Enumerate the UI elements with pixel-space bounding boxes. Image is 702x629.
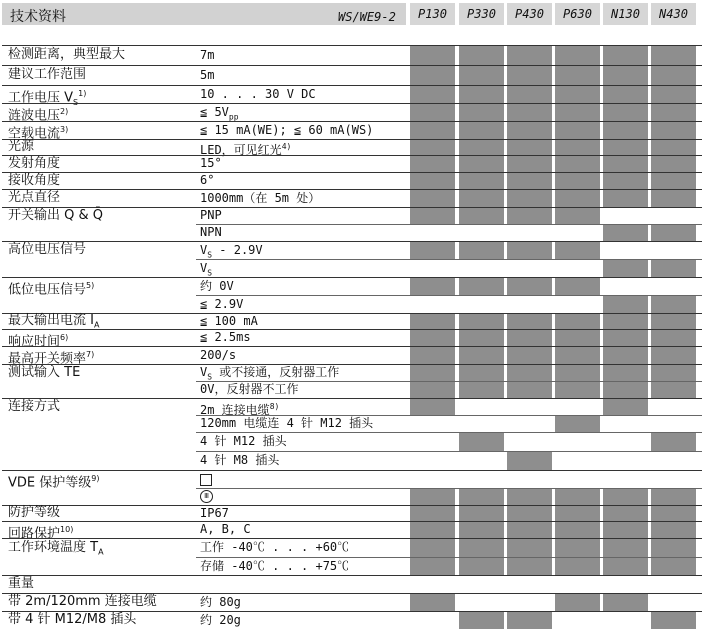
availability-cell-p630 bbox=[555, 539, 600, 557]
availability-cell-p130 bbox=[410, 66, 455, 85]
availability-cell-p130 bbox=[410, 594, 455, 611]
availability-cell-p130 bbox=[410, 399, 455, 415]
spec-row bbox=[0, 611, 702, 629]
availability-cell-p130 bbox=[410, 278, 455, 295]
availability-cell-n130 bbox=[603, 122, 648, 139]
availability-cell-p130 bbox=[410, 522, 455, 538]
availability-cell-p130 bbox=[410, 314, 455, 329]
spec-label: 带 4 针 M12/M8 插头 bbox=[8, 612, 137, 627]
spec-row bbox=[0, 398, 702, 415]
availability-cell-n430 bbox=[651, 86, 696, 103]
availability-cell-p330 bbox=[459, 46, 504, 65]
spec-value bbox=[200, 470, 212, 488]
availability-cell-n430 bbox=[651, 208, 696, 224]
availability-cell-p630 bbox=[555, 452, 600, 470]
spec-value: $V_S$ 或不接通，反射器工作 bbox=[200, 365, 340, 382]
availability-cell-p130 bbox=[410, 296, 455, 313]
spec-value: ≦ 15 mA(WE); ≦ 60 mA(WS) bbox=[200, 123, 374, 137]
availability-cell-p330 bbox=[459, 522, 504, 538]
availability-cell-n130 bbox=[603, 399, 648, 415]
availability-cell-p430 bbox=[507, 208, 552, 224]
spec-value: 7m bbox=[200, 48, 215, 62]
availability-cell-n430 bbox=[651, 416, 696, 432]
availability-cell-n430 bbox=[651, 296, 696, 313]
spec-row bbox=[0, 155, 702, 172]
spec-label: 建议工作范围 bbox=[8, 67, 87, 82]
availability-cell-p330 bbox=[459, 104, 504, 121]
availability-cell-n130 bbox=[603, 452, 648, 470]
availability-cell-p430 bbox=[507, 296, 552, 313]
spec-label: 防护等级 bbox=[8, 505, 61, 520]
spec-label: 检测距离，典型最大 bbox=[8, 47, 126, 62]
availability-cell-n130 bbox=[603, 260, 648, 277]
availability-cell-p130 bbox=[410, 225, 455, 241]
availability-cell-p330 bbox=[459, 539, 504, 557]
spec-row bbox=[0, 557, 702, 575]
availability-cell-n430 bbox=[651, 278, 696, 295]
spec-label: 带 2m/120mm 连接电缆 bbox=[8, 594, 157, 609]
spec-label: 低位电压信号$^{5)}$ bbox=[8, 281, 95, 298]
availability-cell-p430 bbox=[507, 140, 552, 155]
spec-row bbox=[0, 364, 702, 381]
availability-cell-p630 bbox=[555, 399, 600, 415]
availability-cell-n130 bbox=[603, 576, 648, 593]
availability-cell-p630 bbox=[555, 594, 600, 611]
availability-cell-p130 bbox=[410, 365, 455, 381]
spec-value: 200/s bbox=[200, 348, 237, 362]
availability-cell-p630 bbox=[555, 612, 600, 629]
header-model: WS/WE9-2 bbox=[338, 10, 396, 24]
header-bar bbox=[2, 3, 406, 25]
availability-cell-n130 bbox=[603, 594, 648, 611]
spec-label: 工作电压 $V_S^{1)}$ bbox=[8, 89, 87, 107]
availability-cell-p330 bbox=[459, 471, 504, 488]
availability-cell-n430 bbox=[651, 66, 696, 85]
availability-cell-p330 bbox=[459, 594, 504, 611]
availability-cell-n430 bbox=[651, 260, 696, 277]
spec-row bbox=[0, 505, 702, 521]
spec-value: 15° bbox=[200, 156, 222, 170]
availability-cell-p430 bbox=[507, 416, 552, 432]
availability-cell-p130 bbox=[410, 347, 455, 364]
availability-cell-p430 bbox=[507, 489, 552, 505]
availability-cell-n130 bbox=[603, 156, 648, 172]
availability-cell-p430 bbox=[507, 190, 552, 207]
column-header-p430: P430 bbox=[507, 3, 552, 25]
spec-value: $V_S$ bbox=[200, 261, 213, 278]
availability-cell-p430 bbox=[507, 225, 552, 241]
availability-cell-p330 bbox=[459, 382, 504, 398]
availability-cell-p330 bbox=[459, 208, 504, 224]
spec-row bbox=[0, 139, 702, 155]
spec-row bbox=[0, 313, 702, 329]
column-header-p630: P630 bbox=[555, 3, 600, 25]
availability-cell-p130 bbox=[410, 330, 455, 346]
availability-cell-p130 bbox=[410, 382, 455, 398]
availability-cell-p330 bbox=[459, 225, 504, 241]
availability-cell-p630 bbox=[555, 46, 600, 65]
availability-cell-p430 bbox=[507, 278, 552, 295]
availability-cell-p430 bbox=[507, 242, 552, 259]
availability-cell-p130 bbox=[410, 416, 455, 432]
availability-cell-p130 bbox=[410, 104, 455, 121]
availability-cell-p330 bbox=[459, 242, 504, 259]
availability-cell-n430 bbox=[651, 156, 696, 172]
spec-row bbox=[0, 241, 702, 259]
availability-cell-n130 bbox=[603, 66, 648, 85]
availability-cell-p430 bbox=[507, 66, 552, 85]
spec-value bbox=[200, 488, 213, 505]
spec-row bbox=[0, 538, 702, 557]
spec-row bbox=[0, 85, 702, 107]
availability-cell-p630 bbox=[555, 296, 600, 313]
availability-cell-p630 bbox=[555, 506, 600, 521]
spec-value: 存储 -40℃ . . . +75℃ bbox=[200, 559, 350, 573]
availability-cell-p430 bbox=[507, 612, 552, 629]
availability-cell-n430 bbox=[651, 558, 696, 575]
spec-value: ≦ 2.9V bbox=[200, 297, 244, 311]
availability-cell-p630 bbox=[555, 122, 600, 139]
availability-cell-p630 bbox=[555, 260, 600, 277]
availability-cell-p430 bbox=[507, 86, 552, 103]
availability-cell-n130 bbox=[603, 278, 648, 295]
spec-label: 光源 bbox=[8, 139, 35, 154]
availability-cell-n430 bbox=[651, 365, 696, 381]
availability-cell-p330 bbox=[459, 399, 504, 415]
availability-cell-n430 bbox=[651, 522, 696, 538]
availability-cell-p130 bbox=[410, 156, 455, 172]
spec-label: 回路保护$^{10)}$ bbox=[8, 525, 74, 542]
availability-cell-p130 bbox=[410, 452, 455, 470]
availability-cell-n430 bbox=[651, 382, 696, 398]
availability-cell-n130 bbox=[603, 433, 648, 451]
availability-cell-p330 bbox=[459, 416, 504, 432]
spec-row bbox=[0, 488, 702, 505]
availability-cell-n130 bbox=[603, 46, 648, 65]
availability-cell-n430 bbox=[651, 242, 696, 259]
column-header-n430: N430 bbox=[651, 3, 696, 25]
availability-cell-n130 bbox=[603, 522, 648, 538]
availability-cell-p330 bbox=[459, 278, 504, 295]
availability-cell-p330 bbox=[459, 330, 504, 346]
spec-value: 1000mm（在 5m 处） bbox=[200, 191, 321, 205]
availability-cell-p430 bbox=[507, 399, 552, 415]
availability-cell-p630 bbox=[555, 225, 600, 241]
spec-label: 空载电流$^{3)}$ bbox=[8, 125, 69, 142]
spec-label: 工作环境温度 $T_A$ bbox=[8, 540, 104, 557]
spec-row bbox=[0, 121, 702, 142]
availability-cell-n430 bbox=[651, 506, 696, 521]
availability-cell-n130 bbox=[603, 173, 648, 189]
column-header-p130: P130 bbox=[410, 3, 455, 25]
availability-cell-p330 bbox=[459, 576, 504, 593]
spec-value: 5m bbox=[200, 68, 215, 82]
availability-cell-p330 bbox=[459, 122, 504, 139]
availability-cell-n130 bbox=[603, 104, 648, 121]
availability-cell-p130 bbox=[410, 190, 455, 207]
spec-value: 工作 -40℃ . . . +60℃ bbox=[200, 540, 350, 554]
spec-value: ≦ $5V_{pp}$ bbox=[200, 105, 239, 122]
availability-cell-p630 bbox=[555, 278, 600, 295]
availability-cell-p630 bbox=[555, 382, 600, 398]
availability-cell-n430 bbox=[651, 452, 696, 470]
availability-cell-p430 bbox=[507, 522, 552, 538]
availability-cell-p130 bbox=[410, 140, 455, 155]
spec-label: 接收角度 bbox=[8, 173, 61, 188]
availability-cell-n430 bbox=[651, 104, 696, 121]
availability-cell-p430 bbox=[507, 104, 552, 121]
spec-label: 开关输出 Q & Q̄ bbox=[8, 208, 103, 223]
spec-row bbox=[0, 593, 702, 611]
availability-cell-n130 bbox=[603, 558, 648, 575]
availability-cell-p630 bbox=[555, 522, 600, 538]
spec-value: 约 80g bbox=[200, 595, 241, 609]
spec-value: PNP bbox=[200, 208, 222, 222]
availability-cell-p430 bbox=[507, 471, 552, 488]
availability-cell-p430 bbox=[507, 347, 552, 364]
availability-cell-n130 bbox=[603, 296, 648, 313]
availability-cell-p430 bbox=[507, 156, 552, 172]
availability-cell-p430 bbox=[507, 382, 552, 398]
availability-cell-n130 bbox=[603, 330, 648, 346]
spec-row bbox=[0, 224, 702, 241]
spec-value: 4 针 M12 插头 bbox=[200, 434, 287, 448]
spec-value: 约 20g bbox=[200, 613, 241, 627]
availability-cell-p630 bbox=[555, 471, 600, 488]
availability-cell-p630 bbox=[555, 104, 600, 121]
availability-cell-p630 bbox=[555, 314, 600, 329]
spec-value: ≦ 100 mA bbox=[200, 314, 258, 328]
availability-cell-p330 bbox=[459, 86, 504, 103]
protection-class-iii-icon: Ⅲ bbox=[200, 490, 213, 503]
availability-cell-n130 bbox=[603, 347, 648, 364]
availability-cell-p130 bbox=[410, 539, 455, 557]
spec-row bbox=[0, 415, 702, 432]
spec-label: 最大输出电流 $I_A$ bbox=[8, 313, 100, 330]
availability-cell-n130 bbox=[603, 86, 648, 103]
availability-cell-p630 bbox=[555, 489, 600, 505]
header-title: 技术资料 bbox=[10, 9, 66, 25]
column-header-p330: P330 bbox=[459, 3, 504, 25]
spec-label: 连接方式 bbox=[8, 399, 61, 414]
availability-cell-p630 bbox=[555, 190, 600, 207]
spec-row bbox=[0, 259, 702, 277]
availability-cell-n130 bbox=[603, 190, 648, 207]
spec-row bbox=[0, 45, 702, 65]
availability-cell-p330 bbox=[459, 558, 504, 575]
availability-cell-n130 bbox=[603, 506, 648, 521]
protection-class-ii-icon bbox=[200, 474, 212, 486]
spec-label: VDE 保护等级$^{9)}$ bbox=[8, 474, 100, 491]
availability-cell-p330 bbox=[459, 452, 504, 470]
availability-cell-p430 bbox=[507, 576, 552, 593]
spec-value: 10 . . . 30 V DC bbox=[200, 87, 316, 101]
availability-cell-p330 bbox=[459, 140, 504, 155]
availability-cell-n430 bbox=[651, 46, 696, 65]
spec-value: NPN bbox=[200, 225, 222, 239]
availability-cell-n430 bbox=[651, 539, 696, 557]
availability-cell-n430 bbox=[651, 489, 696, 505]
availability-cell-n130 bbox=[603, 365, 648, 381]
availability-cell-n130 bbox=[603, 382, 648, 398]
availability-cell-p630 bbox=[555, 242, 600, 259]
availability-cell-p430 bbox=[507, 46, 552, 65]
spec-value: 4 针 M8 插头 bbox=[200, 453, 280, 467]
availability-cell-p630 bbox=[555, 433, 600, 451]
spec-label: 响应时间$^{6)}$ bbox=[8, 333, 69, 350]
availability-cell-p630 bbox=[555, 416, 600, 432]
availability-cell-n130 bbox=[603, 489, 648, 505]
spec-row bbox=[0, 277, 702, 298]
availability-cell-p130 bbox=[410, 173, 455, 189]
spec-row bbox=[0, 451, 702, 470]
availability-cell-n430 bbox=[651, 314, 696, 329]
spec-label: 重量 bbox=[8, 576, 35, 591]
availability-cell-p430 bbox=[507, 558, 552, 575]
spec-value: 2m 连接电缆$^{8)}$ bbox=[200, 402, 280, 417]
availability-cell-p430 bbox=[507, 433, 552, 451]
spec-value: 6° bbox=[200, 173, 215, 187]
spec-row bbox=[0, 103, 702, 124]
availability-cell-p430 bbox=[507, 314, 552, 329]
availability-cell-p430 bbox=[507, 122, 552, 139]
availability-cell-n430 bbox=[651, 190, 696, 207]
spec-value: A, B, C bbox=[200, 522, 251, 536]
availability-cell-n130 bbox=[603, 539, 648, 557]
availability-cell-n130 bbox=[603, 416, 648, 432]
availability-cell-p430 bbox=[507, 260, 552, 277]
availability-cell-p630 bbox=[555, 558, 600, 575]
availability-cell-p630 bbox=[555, 86, 600, 103]
spec-value: LED，可见红光$^{4)}$ bbox=[200, 142, 292, 157]
spec-value: 约 0V bbox=[200, 279, 234, 293]
spec-row bbox=[0, 346, 702, 367]
spec-label: 涟波电压$^{2)}$ bbox=[8, 107, 69, 124]
availability-cell-p130 bbox=[410, 489, 455, 505]
spec-row bbox=[0, 295, 702, 313]
spec-value: 120mm 电缆连 4 针 M12 插头 bbox=[200, 416, 374, 430]
spec-row bbox=[0, 65, 702, 85]
availability-cell-n430 bbox=[651, 122, 696, 139]
availability-cell-n430 bbox=[651, 399, 696, 415]
availability-cell-p330 bbox=[459, 173, 504, 189]
spec-label: 发射角度 bbox=[8, 156, 61, 171]
availability-cell-p430 bbox=[507, 330, 552, 346]
availability-cell-p630 bbox=[555, 156, 600, 172]
availability-cell-p330 bbox=[459, 156, 504, 172]
availability-cell-n130 bbox=[603, 314, 648, 329]
availability-cell-p330 bbox=[459, 190, 504, 207]
availability-cell-p330 bbox=[459, 365, 504, 381]
availability-cell-p630 bbox=[555, 140, 600, 155]
spec-value: 0V，反射器不工作 bbox=[200, 382, 299, 396]
availability-cell-n430 bbox=[651, 471, 696, 488]
availability-cell-p630 bbox=[555, 365, 600, 381]
availability-cell-p430 bbox=[507, 365, 552, 381]
availability-cell-p330 bbox=[459, 66, 504, 85]
availability-cell-p130 bbox=[410, 242, 455, 259]
availability-cell-p430 bbox=[507, 173, 552, 189]
availability-cell-p130 bbox=[410, 471, 455, 488]
availability-cell-n130 bbox=[603, 140, 648, 155]
spec-label: 高位电压信号 bbox=[8, 242, 87, 257]
availability-cell-n430 bbox=[651, 225, 696, 241]
availability-cell-p430 bbox=[507, 506, 552, 521]
availability-cell-p430 bbox=[507, 594, 552, 611]
availability-cell-p330 bbox=[459, 260, 504, 277]
availability-cell-p630 bbox=[555, 330, 600, 346]
availability-cell-n430 bbox=[651, 576, 696, 593]
availability-cell-p130 bbox=[410, 260, 455, 277]
availability-cell-p130 bbox=[410, 506, 455, 521]
spec-row bbox=[0, 432, 702, 451]
spec-label: 光点直径 bbox=[8, 190, 61, 205]
availability-cell-n130 bbox=[603, 225, 648, 241]
spec-value: IP67 bbox=[200, 506, 229, 520]
availability-cell-n430 bbox=[651, 347, 696, 364]
availability-cell-p330 bbox=[459, 433, 504, 451]
availability-cell-n430 bbox=[651, 612, 696, 629]
availability-cell-n130 bbox=[603, 612, 648, 629]
availability-cell-n130 bbox=[603, 471, 648, 488]
availability-cell-p630 bbox=[555, 208, 600, 224]
spec-row bbox=[0, 381, 702, 398]
spec-row bbox=[0, 189, 702, 207]
spec-label: 测试输入 TE bbox=[8, 365, 81, 380]
availability-cell-n130 bbox=[603, 208, 648, 224]
availability-cell-p330 bbox=[459, 314, 504, 329]
availability-cell-p330 bbox=[459, 489, 504, 505]
spec-label: 最高开关频率$^{7)}$ bbox=[8, 350, 95, 367]
availability-cell-p630 bbox=[555, 576, 600, 593]
availability-cell-p430 bbox=[507, 452, 552, 470]
availability-cell-p130 bbox=[410, 612, 455, 629]
availability-cell-p630 bbox=[555, 347, 600, 364]
availability-cell-p330 bbox=[459, 296, 504, 313]
spec-row bbox=[0, 521, 702, 542]
availability-cell-p130 bbox=[410, 46, 455, 65]
availability-cell-p130 bbox=[410, 86, 455, 103]
spec-row bbox=[0, 575, 702, 593]
availability-cell-p130 bbox=[410, 122, 455, 139]
spec-value: $V_S - 2.9V$ bbox=[200, 243, 263, 260]
availability-cell-p130 bbox=[410, 433, 455, 451]
availability-cell-n130 bbox=[603, 242, 648, 259]
column-header-n130: N130 bbox=[603, 3, 648, 25]
availability-cell-p130 bbox=[410, 558, 455, 575]
availability-cell-p130 bbox=[410, 576, 455, 593]
availability-cell-p630 bbox=[555, 173, 600, 189]
availability-cell-n430 bbox=[651, 140, 696, 155]
spec-value: ≦ 2.5ms bbox=[200, 330, 251, 344]
availability-cell-n430 bbox=[651, 433, 696, 451]
availability-cell-n430 bbox=[651, 173, 696, 189]
spec-row bbox=[0, 470, 702, 491]
availability-cell-p130 bbox=[410, 208, 455, 224]
availability-cell-p330 bbox=[459, 347, 504, 364]
availability-cell-p330 bbox=[459, 612, 504, 629]
spec-row bbox=[0, 329, 702, 350]
availability-cell-p430 bbox=[507, 539, 552, 557]
spec-row bbox=[0, 172, 702, 189]
availability-cell-n430 bbox=[651, 330, 696, 346]
availability-cell-n430 bbox=[651, 594, 696, 611]
spec-row bbox=[0, 207, 702, 224]
availability-cell-p330 bbox=[459, 506, 504, 521]
availability-cell-p630 bbox=[555, 66, 600, 85]
